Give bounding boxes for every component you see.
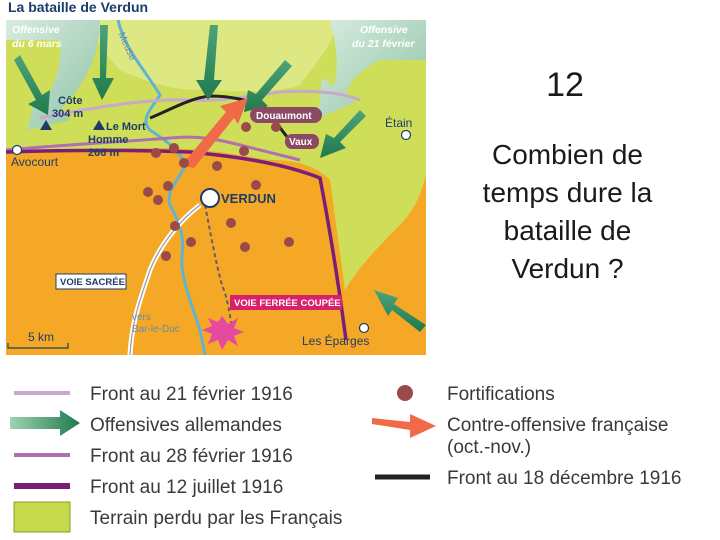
slide-number: 12 (546, 66, 584, 104)
douaumont-label: Douaumont (256, 111, 312, 122)
offensive-6-mars-l2: du 6 mars (12, 38, 62, 50)
voie-sacree-label: VOIE SACRÉE (60, 277, 125, 288)
legend-fortifications: Fortifications (447, 384, 555, 405)
battle-map (0, 0, 430, 360)
legend-offensives-allemandes: Offensives allemandes (90, 415, 282, 436)
legend-front-18-decembre: Front au 18 décembre 1916 (447, 468, 682, 489)
map-legend (0, 362, 720, 540)
scale-label: 5 km (28, 330, 55, 344)
vers-label: vers (132, 312, 151, 323)
vaux-label: Vaux (289, 137, 313, 148)
avocourt-label: Avocourt (11, 155, 59, 169)
legend-swatch-contre-offensive (372, 414, 436, 438)
river-label: Meuse (115, 30, 138, 63)
legend-contre-offensive: Contre-offensive française (447, 415, 669, 436)
question-line: Verdun ? (511, 253, 624, 284)
bar-le-duc-label: Bar-le-Duc (132, 324, 180, 335)
offensive-21-fevrier-l2: du 21 février (352, 38, 415, 50)
legend-swatch-fortifications (397, 385, 413, 401)
legend-swatch-german-offensive (10, 410, 80, 436)
etain-marker (402, 131, 411, 140)
legend-swatch-terrain-perdu (14, 502, 70, 532)
verdun-label: VERDUN (221, 191, 276, 206)
verdun-marker (201, 189, 219, 207)
map-title: La bataille de Verdun (8, 0, 149, 15)
les-eparges-marker (360, 324, 369, 333)
mort-homme-l1: Le Mort (106, 121, 146, 133)
etain-label: Étain (385, 116, 413, 130)
legend-front-12-juillet: Front au 12 juillet 1916 (90, 477, 284, 498)
les-eparges-label: Les Éparges (302, 334, 370, 348)
legend-front-28-fevrier: Front au 28 février 1916 (90, 446, 293, 467)
offensive-21-fevrier-l1: Offensive (360, 24, 408, 36)
cote-304-l2: 304 m (52, 108, 84, 120)
avocourt-marker (13, 146, 22, 155)
mort-homme-l2: Homme (88, 134, 129, 146)
question-line: temps dure la (482, 177, 653, 208)
mort-homme-l3: 266 m (88, 147, 120, 159)
cote-304-l1: Côte (58, 95, 83, 107)
question-text (450, 136, 685, 288)
offensive-6-mars-l1: Offensive (12, 24, 60, 36)
legend-terrain-perdu: Terrain perdu par les Français (90, 508, 343, 529)
question-line: Combien de (492, 139, 643, 170)
voie-ferree-label: VOIE FERRÉE COUPÉE (234, 298, 341, 309)
legend-front-21-fevrier: Front au 21 février 1916 (90, 384, 293, 405)
question-line: bataille de (503, 215, 632, 246)
legend-contre-offensive-dates: (oct.-nov.) (447, 437, 532, 458)
